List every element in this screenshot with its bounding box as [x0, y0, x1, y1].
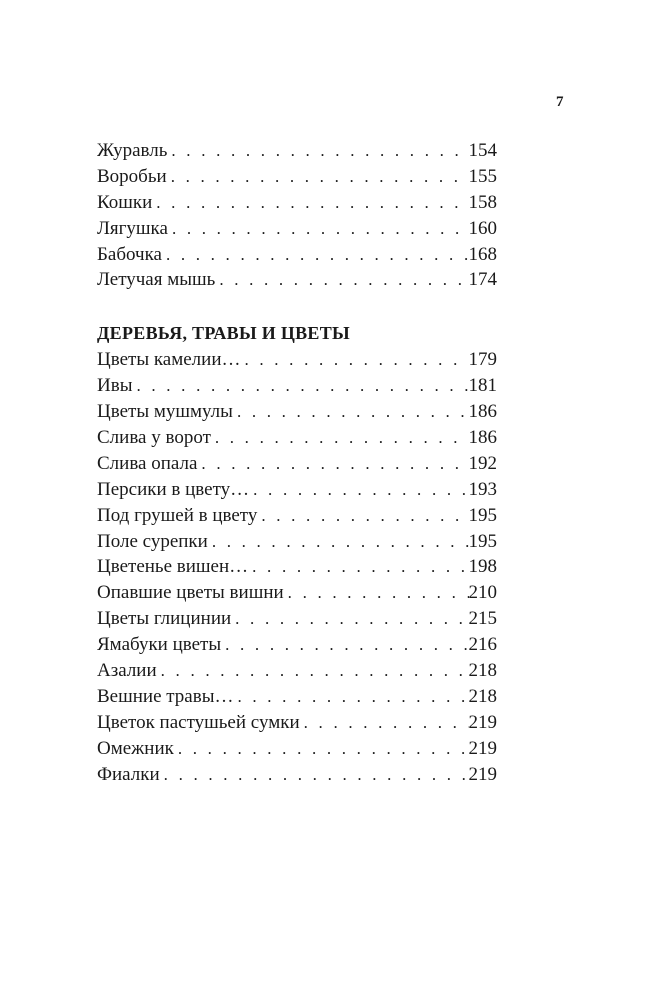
toc-entry[interactable]: [97, 190, 497, 216]
toc-entry-title: Цветенье вишен…: [97, 556, 249, 578]
toc-entry-page: 198: [468, 556, 497, 578]
toc-entry[interactable]: [97, 399, 497, 425]
toc-entry-title: Ивы: [97, 375, 133, 397]
toc-entry-title: Персики в цвету…: [97, 478, 250, 500]
dot-leader: [157, 658, 469, 684]
toc-entry-page: 154: [468, 140, 497, 161]
dot-leader: [167, 138, 468, 164]
dot-leader: [240, 347, 468, 373]
dot-leader: [162, 242, 469, 268]
toc-entry-title: Слива у ворот: [97, 427, 211, 449]
toc-entry[interactable]: [97, 580, 497, 606]
toc-entry[interactable]: [97, 347, 497, 373]
toc-entry-title: Азалии: [97, 660, 157, 682]
toc-entry-page: 218: [468, 660, 497, 682]
toc-entry[interactable]: [97, 216, 497, 242]
toc-entry-page: 186: [468, 401, 497, 423]
toc-entry[interactable]: [97, 632, 497, 658]
dot-leader: [221, 632, 468, 658]
dot-leader: [257, 503, 468, 529]
toc-entry-page: 195: [468, 530, 497, 552]
toc-entry[interactable]: [97, 242, 497, 268]
dot-leader: [249, 477, 468, 503]
dot-leader: [168, 216, 469, 242]
toc-entry-title: Цветок пастушьей сумки: [97, 711, 300, 733]
toc-entry-page: 219: [468, 763, 497, 785]
toc-entry-page: 215: [468, 608, 497, 630]
toc-entry-page: 158: [468, 191, 497, 213]
toc-entry[interactable]: [97, 164, 497, 190]
toc-entry-page: 192: [468, 452, 497, 474]
table-of-contents: [97, 138, 497, 787]
toc-entry[interactable]: [97, 606, 497, 632]
toc-entry-title: Цветы камелии…: [97, 349, 241, 371]
toc-entry-title: Цветы глицинии: [97, 608, 232, 630]
toc-entry-page: 195: [468, 504, 497, 526]
toc-entry[interactable]: [97, 425, 497, 451]
dot-leader: [284, 580, 469, 606]
toc-entry[interactable]: [97, 684, 497, 710]
toc-entry-title: Вешние травы…: [97, 685, 234, 707]
dot-leader: [208, 529, 469, 555]
section-heading: ДЕРЕВЬЯ, ТРАВЫ И ЦВЕТЫ: [97, 323, 351, 344]
toc-entry-page: 174: [468, 269, 497, 291]
dot-leader: [174, 736, 469, 762]
dot-leader: [160, 762, 469, 788]
dot-leader: [231, 606, 468, 632]
toc-entry-title: Лягушка: [97, 217, 168, 239]
toc-entry-title: Опавшие цветы вишни: [97, 582, 284, 604]
toc-group-trees-herbs-flowers: [97, 347, 497, 787]
toc-entry-title: Поле сурепки: [97, 530, 208, 552]
dot-leader: [233, 399, 469, 425]
toc-entry[interactable]: [97, 736, 497, 762]
toc-entry-title: Слива опала: [97, 452, 198, 474]
toc-entry[interactable]: [97, 658, 497, 684]
toc-entry-page: 210: [468, 582, 497, 604]
toc-entry-page: 216: [468, 634, 497, 656]
toc-entry-title: Журавль: [97, 140, 168, 161]
toc-entry[interactable]: [97, 267, 497, 293]
dot-leader: [300, 710, 469, 736]
toc-entry-page: 219: [468, 737, 497, 759]
toc-entry-title: Под грушей в цвету: [97, 504, 258, 526]
toc-entry[interactable]: [97, 477, 497, 503]
toc-entry-page: 181: [468, 375, 497, 397]
toc-entry-title: Воробьи: [97, 165, 167, 187]
dot-leader: [233, 684, 468, 710]
dot-leader: [215, 267, 468, 293]
dot-leader: [152, 190, 468, 216]
dot-leader: [167, 164, 469, 190]
toc-entry[interactable]: [97, 503, 497, 529]
toc-entry-page: 160: [468, 217, 497, 239]
toc-entry-title: Бабочка: [97, 243, 162, 265]
toc-entry-title: Фиалки: [97, 763, 160, 785]
dot-leader: [211, 425, 469, 451]
page-number: 7: [556, 94, 564, 110]
toc-group-animals: [97, 138, 497, 293]
toc-entry-title: Кошки: [97, 191, 153, 213]
toc-entry[interactable]: [97, 138, 497, 164]
toc-entry-title: Омежник: [97, 737, 174, 759]
toc-entry-page: 218: [468, 685, 497, 707]
toc-entry-page: 186: [468, 427, 497, 449]
toc-entry-page: 219: [468, 711, 497, 733]
toc-entry[interactable]: [97, 762, 497, 788]
toc-entry-title: Летучая мышь: [97, 269, 216, 291]
toc-entry-page: 155: [468, 165, 497, 187]
toc-entry-page: 168: [468, 243, 497, 265]
toc-entry[interactable]: [97, 529, 497, 555]
toc-entry-title: Ямабуки цветы: [97, 634, 222, 656]
toc-entry-page: 179: [468, 349, 497, 371]
dot-leader: [132, 373, 468, 399]
dot-leader: [197, 451, 468, 477]
toc-entry[interactable]: [97, 373, 497, 399]
toc-entry[interactable]: [97, 554, 497, 580]
toc-entry-page: 193: [468, 478, 497, 500]
toc-entry[interactable]: [97, 451, 497, 477]
dot-leader: [248, 554, 468, 580]
toc-entry[interactable]: [97, 710, 497, 736]
toc-entry-title: Цветы мушмулы: [97, 401, 233, 423]
